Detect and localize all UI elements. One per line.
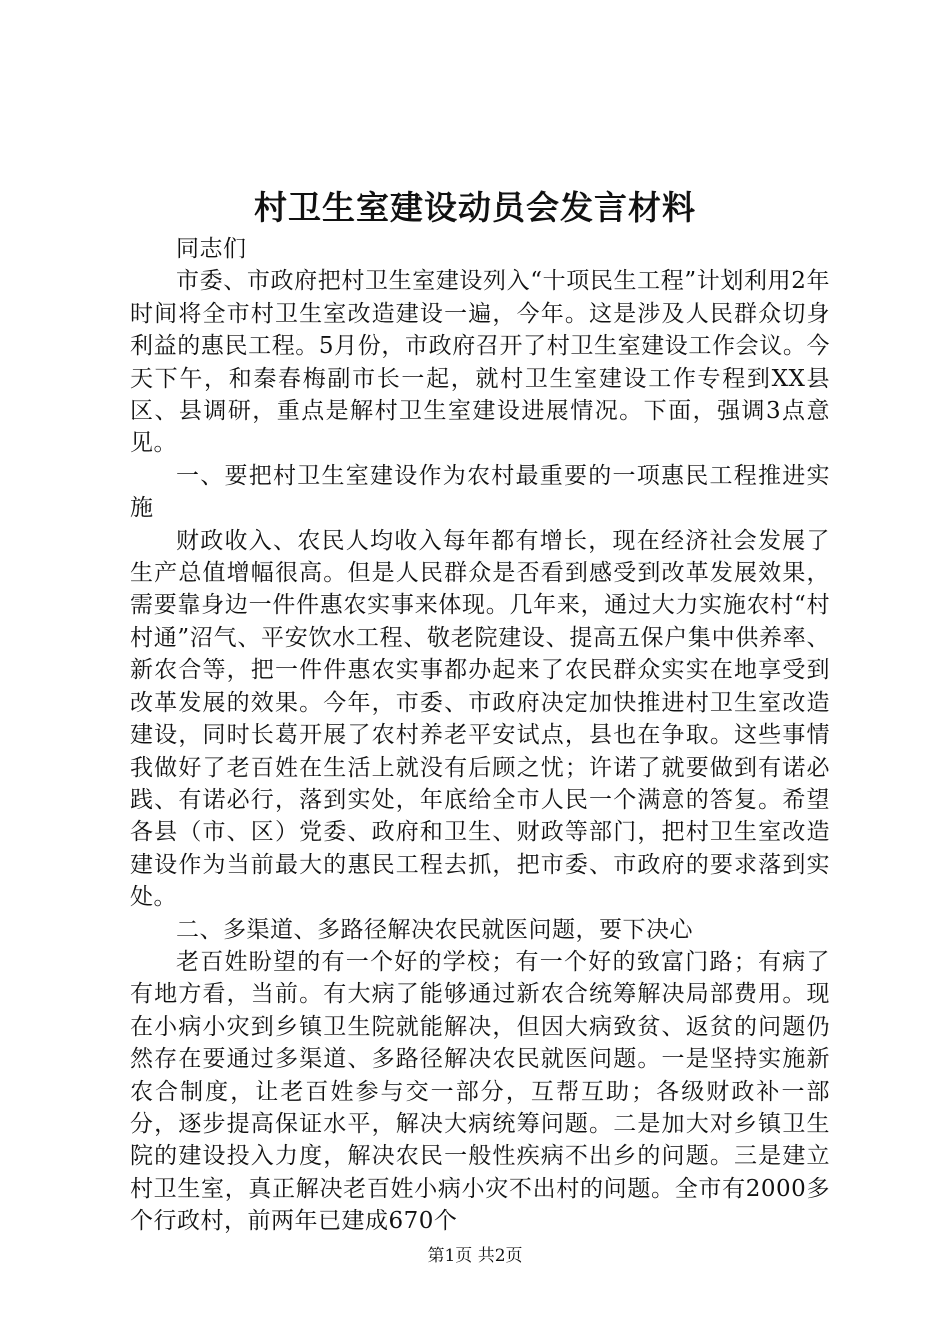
document-body xyxy=(130,233,830,1238)
salutation: 同志们 xyxy=(176,236,247,262)
document-title: 村卫生室建设动员会发言材料 xyxy=(254,188,696,227)
body-paragraph: 财政收入、农民人均收入每年都有增长，现在经济社会发展了生产总值增幅很高。但是人民群众是否看到感受到改革发展效果，需要靠身边一件件惠农实事来体现。几年来，通过大力实施农村“村村通”沼气、平安饮水工程、敬老院建设、提高五保户集中供养率、新农合等，把一件件惠农实事都办起来了农民群众实实在地享受到改革发展的效果。今年，市委、市政府决定加快推进村卫生室改造建设，同时长葛开展了农村养老平安试点，县也在争取。这些事情我做好了老百姓在生活上就没有后顾之忧；许诺了就要做到有诺必践、有诺必行，落到实处，年底给全市人民一个满意的答复。希望各县（市、区）党委、政府和卫生、财政等部门，把村卫生室改造建设作为当前最大的惠民工程去抓，把市委、市政府的要求落到实处。 xyxy=(130,527,830,911)
body-paragraph: 老百姓盼望的有一个好的学校；有一个好的致富门路；有病了有地方看，当前。有大病了能够通过新农合统筹解决局部费用。现在小病小灾到乡镇卫生院就能解决，但因大病致贫、返贫的问题仍然存在要通过多渠道、多路径解决农民就医问题。一是坚持实施新农合制度，让老百姓参与交一部分，互帮互助；各级财政补一部分，逐步提高保证水平，解决大病统筹问题。二是加大对乡镇卫生院的建设投入力度，解决农民一般性疾病不出乡的问题。三是建立村卫生室，真正解决老百姓小病小灾不出村的问题。全市有2000多个行政村，前两年已建成670个 xyxy=(130,948,830,1235)
section-heading-2: 二、多渠道、多路径解决农民就医问题，要下决心 xyxy=(176,916,693,943)
body-paragraph: 市委、市政府把村卫生室建设列入“十项民生工程”计划利用2年时间将全市村卫生室改造建设一遍，今年。这是涉及人民群众切身利益的惠民工程。5月份，市政府召开了村卫生室建设工作会议。今天下午，和秦春梅副市长一起，就村卫生室建设工作专程到XX县区、县调研，重点是解村卫生室建设进展情况。下面，强调3点意见。 xyxy=(130,268,830,457)
page-footer: 第1页 共2页 xyxy=(427,1246,523,1266)
section-heading-1: 一、要把村卫生室建设作为农村最重要的一项惠民工程推进实施 xyxy=(130,462,830,522)
